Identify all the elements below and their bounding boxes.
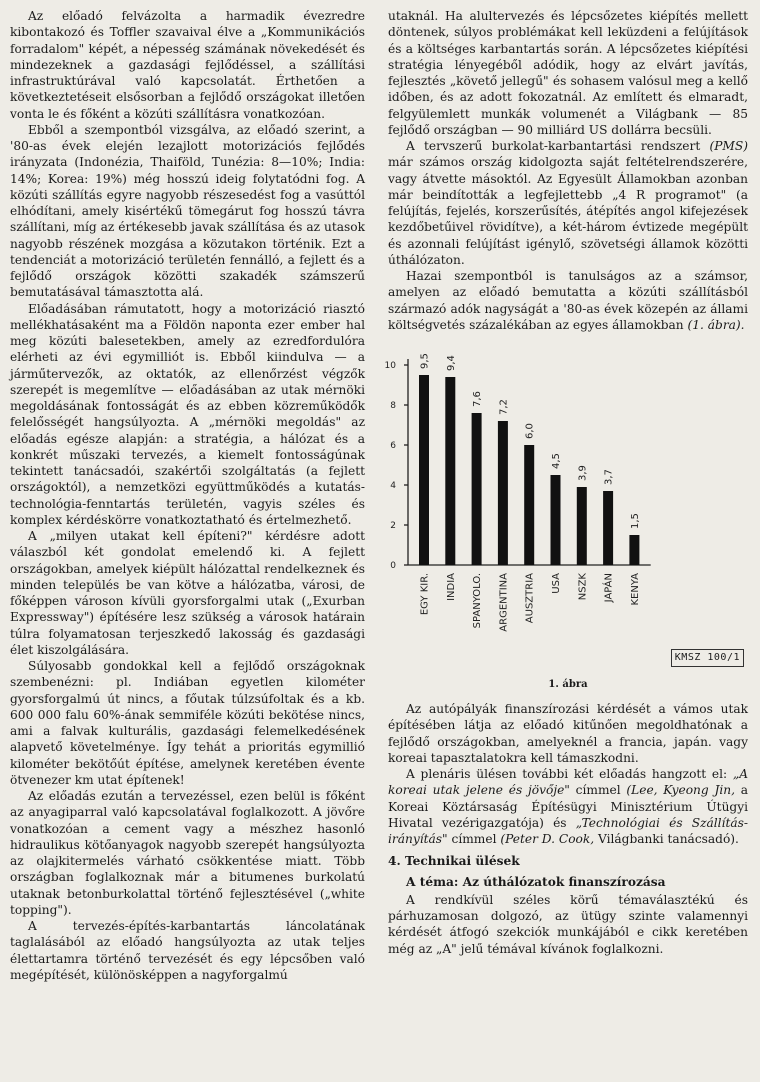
paragraph: A „milyen utakat kell építeni?" kérdésre adott válaszból két gondolat emelendő ki. A fejlett országokban, amelyek kiépült hálózattal rendelkeznek és minden település be van kötve a hálózatba, városi, de főképpen városon kívüli gyorsforgalmi utak („Exurban Expressway") építésére lesz szükség a városok határain túlra folyamatosan terjeszkedő lakosság és gazdasági élet kiszolgálására. — [10, 529, 365, 657]
y-tick-label: 8 — [390, 401, 396, 411]
y-tick-label: 10 — [384, 361, 396, 371]
category-label: AUSZTRIA — [524, 573, 536, 624]
text-run: Világbanki tanácsadó). — [594, 832, 739, 846]
category-label: ARGENTINA — [498, 573, 510, 632]
figure-caption: 1. ábra — [548, 679, 588, 690]
subsection-heading: A téma: Az úthálózatok finanszírozása — [406, 874, 666, 889]
category-label: KENYA — [629, 573, 641, 606]
paragraph: Az előadás ezután a tervezéssel, ezen belül is főként az anyagiparral való kapcsolatával foglalkozott. A jövőre vonatkozóan a cement vagy a mészhez hasonló hidraulikus kötőanyagok nagyobb szerepét hangsúlyozta az olajkitermelés várható csökkentése miatt. Több országban foglalkoznak már a bitumenes burkolatú utaknak betonburkolattal történő fejlesztésével („white topping"). — [10, 789, 365, 917]
text-run: címmel — [447, 832, 501, 846]
category-label: EGY KIR. — [419, 573, 431, 616]
value-label: 3,7 — [603, 469, 615, 485]
paragraph: A rendkívül széles körű témaválasztékú és párhuzamosan dolgozó, az ütügy szinte valamennyi kérdését átfogó szekciók munkájából e cikk keretében még az „A" jelű témával kívánok foglalkozni. — [388, 892, 748, 956]
paragraph: Előadásában rámutatott, hogy a motorizáció riasztó mellékhatásaként ma a Földön naponta ezer ember hal meg közúti balesetekben, amely az ezredfordulóra elérheti az évi egymilliót is. Ebből kiindulva — a járműtervezők, az oktatók, az ellenőrzést végzők szerepét is megemlítve — előadásában az utak mérnöki megoldásának fontosságát és az ebben közreműködők felelősségét hangsúlyozta. A „mérnöki megoldás" az előadás egésze alapján: a stratégia, a hálózat és a konkrét műszaki tervezés, a kiemelt fontosságúnak tekintett tanácsadói, szakértői szolgáltatás (a fejlett országoktól), a nemzetközi együttműködés a kutatás-technológia-fenntartás területén, vagyis széles és komplex kérdéskörre vonatkoztatható és értelmezhető. — [10, 301, 365, 527]
talk-title: „A koreai utak jelene és jövője" — [388, 767, 748, 798]
paragraph: Az előadó felvázolta a harmadik évezredre kibontakozó és Toffler szavaival élve a „Kommunikációs forradalom" képét, a népesség számának növekedését és mindezeknek a gazdasági fejlődéssel, a szállítási infrastruktúrával való kapcsolatát. Érthetően a következtetéseit elsősorban a fejlődő országokat illetően vonta le és főként a közúti szállításra vonatkozóan. — [10, 9, 365, 121]
bar — [419, 375, 429, 565]
figure-1 — [384, 337, 748, 699]
y-tick-label: 6 — [390, 441, 396, 451]
talk-title: „Technológiai és Szállítás-irányítás" — [388, 815, 748, 846]
paragraph — [388, 138, 748, 268]
right-column — [384, 8, 748, 957]
figure-code: KMSZ 100/1 — [671, 649, 744, 667]
left-column — [10, 8, 365, 983]
talk-author: (Lee, Kyeong Jin, — [626, 783, 735, 798]
category-label: INDIA — [445, 573, 457, 601]
category-label: JAPÁN — [603, 573, 615, 603]
pms-abbrev: (PMS) — [709, 139, 748, 153]
y-tick-label: 4 — [390, 481, 396, 491]
paragraph: utaknál. Ha alultervezés és lépcsőzetes kiépítés mellett döntenek, súlyos problémákat kell leküzdeni a felújítások és a költséges karbantartás során. A lépcsőzetes kiépítési stratégia lényegéből adódik, hogy az elvárt javítás, fejlesztés „követő jellegű" és sohasem valósul meg a kellő időben, és az adott fokozatnál. Az említett és elmaradt, felgyülemlett munkák volumenét a Világbank — 85 fejlődő országban — 90 milliárd US dollárra becsüli. — [388, 9, 748, 137]
paragraph: Súlyosabb gondokkal kell a fejlődő országoknak szembenézni: pl. Indiában egyetlen kilométer gyorsforgalmú út nincs, a főutak túlzsúfoltak és a kb. 600 000 falu 60%-ának semmiféle közúti bekötése nincs, ami a falvak kulturális, gazdasági felemelkedésének alapvető követelménye. Így tehát a prioritás egymillió kilométer bekötőút építése, amelynek keretében évente ötvenezer km utat építenek! — [10, 659, 365, 787]
text-run: Hazai szempontból is tanulságos az a számsor, amelyen az előadó bemutatta a közúti szállításból származó adók nagyságát a '80-as évek közepén az állami költségvetés százalékában az egyes államokban — [388, 269, 748, 332]
text-run: a Koreai Köztársaság Építésügyi Minisztérium Útügyi Hivatal vezérigazgatója) és — [388, 783, 748, 830]
paragraph — [388, 766, 748, 847]
value-label: 3,9 — [577, 465, 589, 481]
value-label: 9,4 — [445, 355, 457, 371]
figure-reference: (1. ábra). — [687, 317, 745, 332]
bar — [551, 475, 561, 565]
text-run: A tervszerű burkolat-karbantartási rendszert — [406, 139, 710, 153]
category-label: USA — [551, 573, 562, 594]
bar — [577, 487, 587, 565]
category-label: NSZK — [577, 573, 589, 601]
text-run: címmel — [569, 783, 627, 798]
bar — [445, 377, 455, 565]
paragraph: Ebből a szempontból vizsgálva, az előadó szerint, a '80-as évek elején lezajlott motorizációs fejlődés irányzata (Indonézia, Thaiföld, Tunézia: 8—10%; India: 14%; Korea: 19%) még hosszú ideig folytatódni fog. A közúti szállítás egyre nagyobb részesedést fog a vasúttól elhódítani, amely kisértékű tömegárut fog hosszú távra szállítani, míg az értékesebb javak szállítása és az utasok nagyobb részének mozgása a közutakon történik. Ezt a tendenciát a motorizáció területén fennálló, a fejlett és a fejlődő országok közötti szakadék számszerű bemutatásával támasztotta alá. — [10, 122, 365, 300]
value-label: 7,6 — [472, 391, 484, 407]
paragraph: Az autópályák finanszírozási kérdését a vámos utak építésében látja az előadó kitűnően megoldhatónak a fejlődő országokban, amelyeknél a francia, japán. vagy koreai tapasztalatokra kell támaszkodni. — [388, 702, 748, 765]
paragraph — [388, 268, 748, 333]
bar — [472, 413, 482, 565]
bar — [524, 445, 534, 565]
text-run: A plenáris ülésen további két előadás hangzott el: — [406, 767, 733, 781]
y-tick-label: 0 — [390, 561, 396, 571]
value-label: 7,2 — [498, 399, 510, 415]
text-run: már számos ország kidolgozta saját feltételrendszerére, vagy átvette másoktól. Az Egyesült Államokban azonban már beindították a legfejlettebb „4 R programot" (a felújítás, fejelés, korszerűsítés, átépítés angol kifejezések kezdőbetűivel rövidítve), a két-három évtizede megépült és azonnali felújítást igénylő, szövetségi államok közötti úthálózaton. — [388, 155, 748, 267]
bar — [603, 491, 613, 565]
category-label: SPANYOLO. — [472, 573, 484, 629]
bar-chart — [384, 337, 748, 675]
section-heading: 4. Technikai ülések — [388, 854, 520, 869]
talk-author: (Peter D. Cook, — [500, 832, 595, 846]
bar — [498, 421, 508, 565]
value-label: 4,5 — [551, 453, 562, 469]
value-label: 9,5 — [419, 353, 431, 369]
y-tick-label: 2 — [390, 521, 396, 531]
paragraph: A tervezés-építés-karbantartás láncolatának taglalásából az előadó hangsúlyozta az utak teljes élettartamra történő tervezését és egy lépcsőben való megépítését, különösképpen a nagyforgalmú — [10, 919, 365, 982]
value-label: 6,0 — [524, 423, 536, 439]
value-label: 1,5 — [629, 513, 641, 529]
bar — [629, 535, 639, 565]
